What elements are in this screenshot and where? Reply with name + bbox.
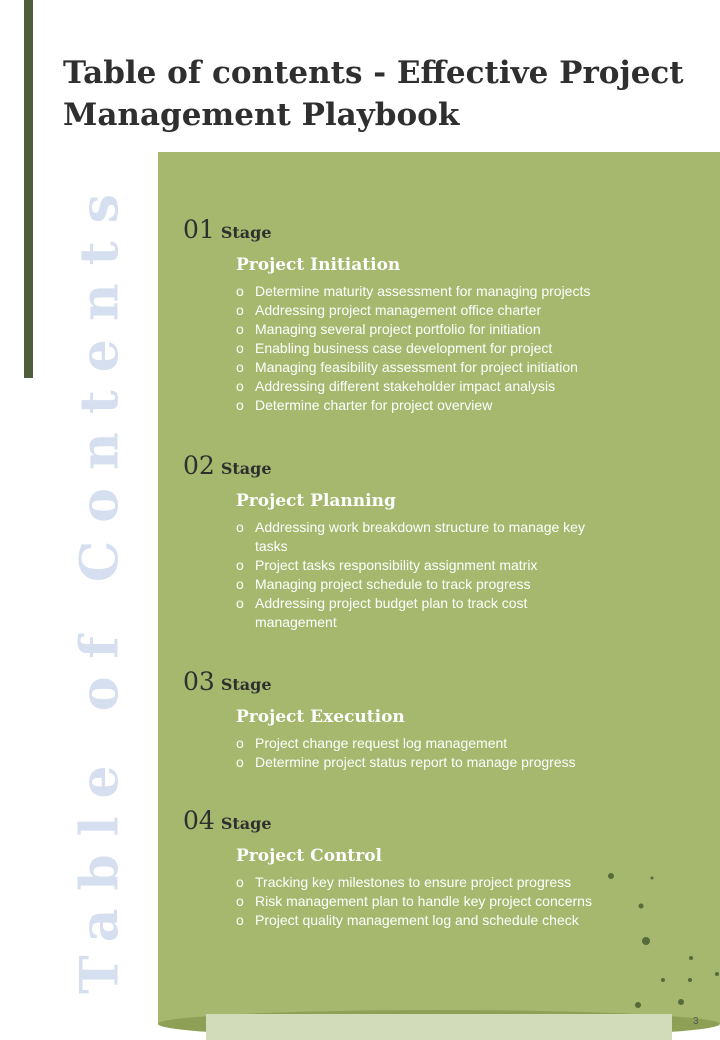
stage-01 [183,214,703,415]
stage-bullet-list [236,282,703,415]
bullet-marker: o [236,576,244,592]
bullet-marker: o [236,321,244,337]
stage-title: Project Execution [236,707,405,727]
stage-02 [183,450,703,632]
stage-label: Stage [220,675,272,694]
stage-03 [183,666,703,772]
bullet-marker: o [236,378,244,394]
stage-number: 02 [183,451,215,480]
bullet-marker: o [236,283,244,299]
list-item: o Addressing different stakeholder impact analysis [236,378,556,394]
stage-bullet-list [236,734,703,772]
list-item: o Enabling business case development for project [236,340,553,356]
list-item: o Managing project schedule to track progress [236,576,531,592]
page-number: 3 [693,1016,699,1027]
stage-heading [183,450,703,482]
stage-title: Project Initiation [236,255,401,275]
stage-title: Project Control [236,846,383,866]
bullet-marker: o [236,735,244,751]
bullet-marker: o [236,893,244,909]
vertical-section-title: Table of Contents [69,176,131,994]
list-item: o Project tasks responsibility assignment matrix [236,557,538,573]
list-item: o Project quality management log and schedule check [236,912,579,928]
stage-number: 04 [183,806,215,835]
bullet-marker: o [236,912,244,928]
bullet-marker: o [236,754,244,770]
list-item: o Risk management plan to handle key project concerns [236,893,592,909]
stage-bullet-list [236,518,703,632]
list-item: o Addressing project management office charter [236,302,542,318]
bullet-marker: o [236,340,244,356]
bullet-marker: o [236,302,244,318]
stage-heading [183,214,703,246]
page-title: Table of contents - Effective Project Management Playbook [63,55,684,133]
list-item: o Addressing project budget plan to track cost management [236,595,528,630]
list-item: o Determine maturity assessment for managing projects [236,283,591,299]
stage-bullet-list [236,873,703,930]
bullet-marker: o [236,874,244,890]
list-item: o Determine charter for project overview [236,397,493,413]
stage-heading [183,666,703,698]
stage-label: Stage [220,223,272,242]
bullet-marker: o [236,359,244,375]
stage-heading [183,805,703,837]
list-item: o Determine project status report to manage progress [236,754,576,770]
bullet-marker: o [236,557,244,573]
bullet-marker: o [236,397,244,413]
list-item: o Tracking key milestones to ensure project progress [236,874,572,890]
bullet-marker: o [236,595,244,611]
list-item: o Project change request log management [236,735,508,751]
list-item: o Managing several project portfolio for initiation [236,321,541,337]
list-item: o Addressing work breakdown structure to manage key tasks [236,519,585,554]
stage-title: Project Planning [236,491,396,511]
bullet-marker: o [236,519,244,535]
stage-04 [183,805,703,930]
list-item: o Managing feasibility assessment for project initiation [236,359,578,375]
stage-number: 03 [183,667,215,696]
stage-label: Stage [220,459,272,478]
stage-label: Stage [220,814,272,833]
stage-number: 01 [183,215,215,244]
